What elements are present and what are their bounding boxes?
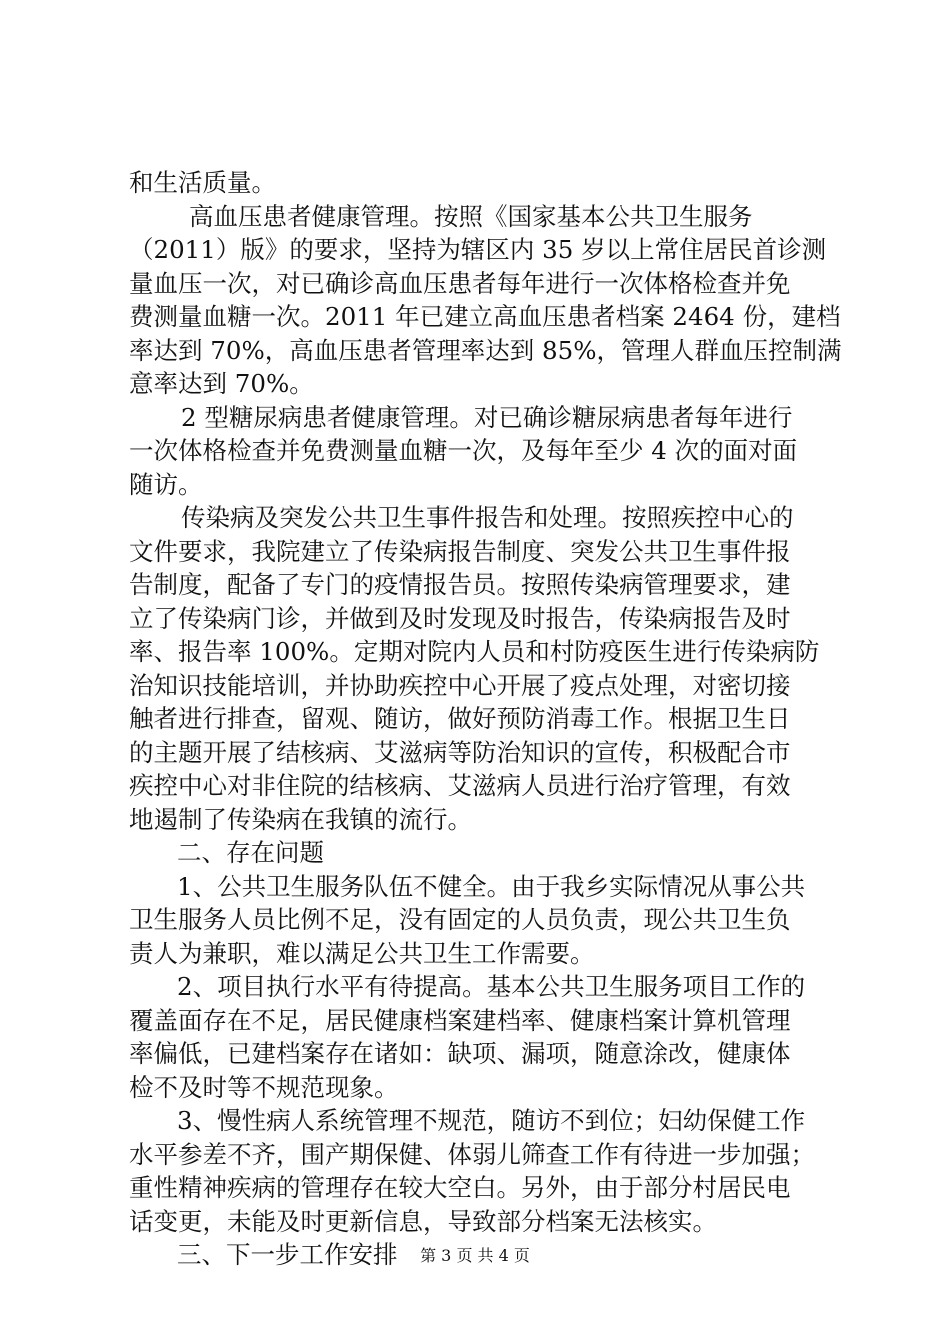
text-line: 传染病及突发公共卫生事件报告和处理。按照疾控中心的 (181, 503, 794, 532)
text-line: 2、项目执行水平有待提高。基本公共卫生服务项目工作的 (177, 972, 806, 1001)
text-line: 重性精神疾病的管理存在较大空白。另外，由于部分村居民电 (129, 1173, 791, 1202)
text-line: 率达到 70%，高血压患者管理率达到 85%，管理人群血压控制满 (129, 335, 842, 365)
text-line: 责人为兼职，难以满足公共卫生工作需要。 (129, 938, 595, 968)
text-line: 2 型糖尿病患者健康管理。对已确诊糖尿病患者每年进行 (181, 402, 793, 432)
text-line: 的主题开展了结核病、艾滋病等防治知识的宣传，积极配合市 (129, 737, 791, 767)
text-line: 三、下一步工作安排 (177, 1240, 398, 1269)
text-line: 率、报告率 100%。定期对院内人员和村防疫医生进行传染病防 (129, 637, 820, 666)
text-line: 文件要求，我院建立了传染病报告制度、突发公共卫生事件报 (129, 536, 791, 566)
text-line: 立了传染病门诊，并做到及时发现及时报告，传染病报告及时 (129, 603, 791, 633)
page-number-label: 第 3 页 共 4 页 (420, 1246, 530, 1265)
text-line: 和生活质量。 (129, 168, 276, 197)
text-line: 疾控中心对非住院的结核病、艾滋病人员进行治疗管理，有效 (129, 771, 791, 800)
text-line: 意率达到 70%。 (129, 369, 314, 398)
text-line: 话变更，未能及时更新信息，导致部分档案无法核实。 (129, 1206, 717, 1236)
text-line: （2011）版》的要求，坚持为辖区内 35 岁以上常住居民首诊测 (129, 235, 827, 264)
text-line: 二、存在问题 (177, 838, 324, 867)
text-line: 1、公共卫生服务队伍不健全。由于我乡实际情况从事公共 (177, 871, 806, 901)
text-line: 量血压一次，对已确诊高血压患者每年进行一次体格检查并免 (129, 268, 791, 298)
document-body (129, 166, 842, 1272)
text-line: 卫生服务人员比例不足，没有固定的人员负责，现公共卫生负 (129, 905, 791, 934)
text-line: 高血压患者健康管理。按照《国家基本公共卫生服务 (189, 201, 753, 231)
text-line: 随访。 (129, 469, 203, 499)
text-line: 3、慢性病人系统管理不规范，随访不到位；妇幼保健工作 (177, 1106, 806, 1135)
text-line: 触者进行排查，留观、随访，做好预防消毒工作。根据卫生日 (129, 704, 791, 733)
text-line: 治知识技能培训，并协助疾控中心开展了疫点处理，对密切接 (129, 670, 791, 700)
text-line: 地遏制了传染病在我镇的流行。 (129, 804, 472, 834)
text-line: 告制度，配备了专门的疫情报告员。按照传染病管理要求，建 (129, 570, 791, 599)
text-line: 水平参差不齐，围产期保健、体弱儿筛查工作有待进一步加强； (129, 1139, 815, 1169)
text-line: 覆盖面存在不足，居民健康档案建档率、健康档案计算机管理 (129, 1005, 791, 1035)
text-line: 费测量血糖一次。2011 年已建立高血压患者档案 2464 份，建档 (129, 302, 841, 331)
text-line: 率偏低，已建档案存在诸如：缺项、漏项，随意涂改，健康体 (129, 1039, 791, 1068)
page-footer (0, 1245, 950, 1267)
text-line: 一次体格检查并免费测量血糖一次，及每年至少 4 次的面对面 (129, 436, 798, 465)
text-line: 检不及时等不规范现象。 (129, 1072, 399, 1102)
